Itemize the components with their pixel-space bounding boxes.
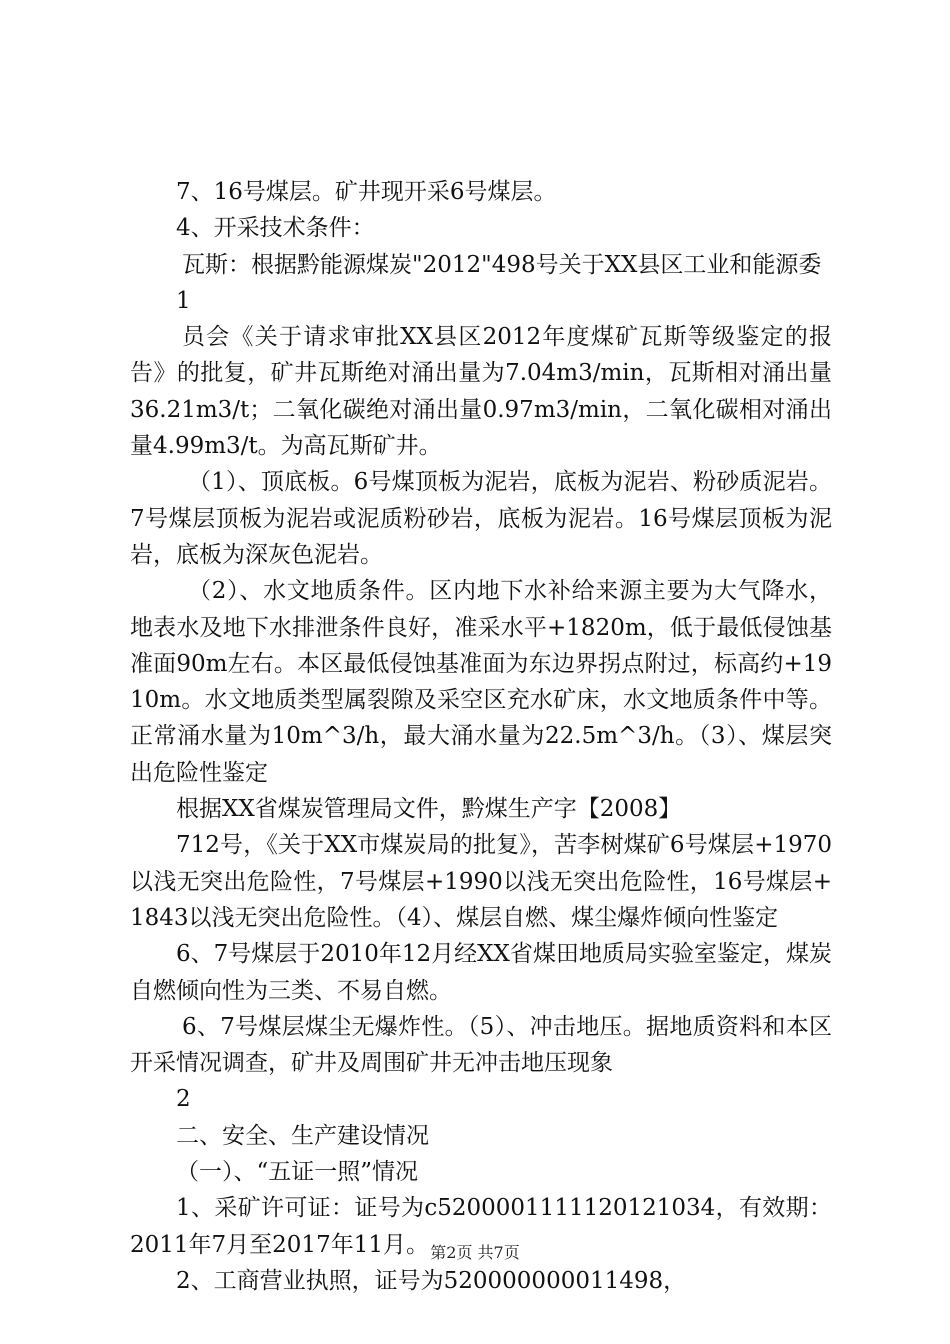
inline-page-number: 2 <box>176 1086 191 1113</box>
body-text <box>130 174 832 1299</box>
paragraph-seam-list: 7、16号煤层。矿井现开采6号煤层。 <box>176 179 557 205</box>
paragraph-mining-license: 1、采矿许可证：证号为c5200001111120121034，有效期：2011年7月至2017年11月。 <box>130 1195 832 1258</box>
paragraph-outburst-approval: 712号，《关于XX市煤炭局的批复》，苦李树煤矿6号煤层+1970以浅无突出危险性，7号煤层+1990以浅无突出危险性，16号煤层+1843以浅无突出危险性。（4）、煤层自燃、煤尘爆炸倾向性鉴定 <box>130 832 832 931</box>
paragraph-mining-conditions-heading: 4、开采技术条件： <box>176 215 375 242</box>
paragraph-roof-floor: （1）、顶底板。6号煤顶板为泥岩，底板为泥岩、粉砂质泥岩。7号煤层顶板为泥岩或泥质粉砂岩，底板为泥岩。16号煤层顶板为泥岩，底板为深灰色泥岩。 <box>130 469 832 568</box>
paragraph-outburst-basis: 根据XX省煤炭管理局文件，黔煤生产字【2008】 <box>176 796 682 823</box>
paragraph-gas: 瓦斯：根据黔能源煤炭"2012"498号关于XX县区工业和能源委 <box>182 251 822 278</box>
paragraph-hydrogeology: （2）、水文地质条件。区内地下水补给来源主要为大气降水，地表水及地下水排泄条件良好，准采水平+1820m，低于最低侵蚀基准面90m左右。本区最低侵蚀基准面为东边界拐点附过，标高约+1910m。水文地质类型属裂隙及采空区充水矿床，水文地质条件中等。正常涌水量为10m^3/h，最大涌水量为22.5m^3/h。（3）、煤层突出危险性鉴定 <box>130 578 832 786</box>
paragraph-gas-approval: 员会《关于请求审批XX县区2012年度煤矿瓦斯等级鉴定的报告》的批复，矿井瓦斯绝对涌出量为7.04m3/min，瓦斯相对涌出量36.21m3/t；二氧化碳绝对涌出量0.97m3/min，二氧化碳相对涌出量4.99m3/t。为高瓦斯矿井。 <box>130 324 832 460</box>
paragraph-coal-dust: 6、7号煤层煤尘无爆炸性。（5）、冲击地压。据地质资料和本区开采情况调查，矿井及周围矿井无冲击地压现象 <box>130 1013 832 1077</box>
section-heading-safety: 二、安全、生产建设情况 <box>176 1122 429 1149</box>
page-footer: 第2页 共7页 <box>430 1243 520 1262</box>
inline-page-number: 1 <box>176 287 191 314</box>
subsection-heading-licenses: （一）、“五证一照”情况 <box>176 1159 419 1186</box>
paragraph-business-license: 2、工商营业执照，证号为520000000011498， <box>176 1267 687 1294</box>
paragraph-spontaneous-combustion: 6、7号煤层于2010年12月经XX省煤田地质局实验室鉴定，煤炭自燃倾向性为三类、不易自燃。 <box>130 941 832 1004</box>
